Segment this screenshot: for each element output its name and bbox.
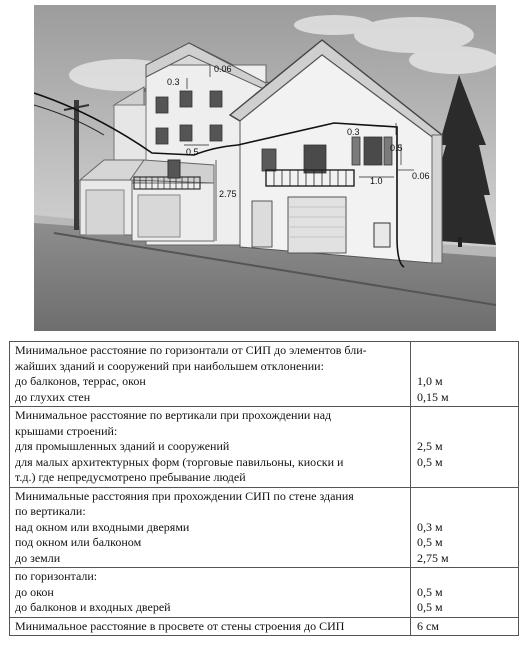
dim-label-0-06-top: 0.06 [214,64,232,74]
row-line: до земли [15,550,61,565]
row-description [10,487,411,568]
entrance-door [252,201,272,247]
row-value: 1,0 м [417,374,443,388]
row-values [411,487,519,568]
row-values [411,568,519,618]
table-row [10,407,519,488]
row-value: 6 см [417,618,439,633]
table-row [10,342,519,407]
row-values [411,617,519,636]
row-value: 0,5 м [417,454,443,469]
dim-label-0-06-right: 0.06 [412,171,430,181]
table-row [10,487,519,568]
row-line: до окон [15,584,54,599]
dim-label-0-5-right: 0.5 [390,143,403,153]
row-line: Минимальные расстояния при прохождении СИП по стене здания [15,488,354,503]
row-line: до глухих стен [15,389,91,404]
row-line: под окном или балконом [15,535,142,549]
row-line: Минимальное расстояние по горизонтали от СИП до элементов бли- [15,343,367,357]
row-description [10,568,411,618]
illustration [34,5,496,331]
row-description [10,342,411,407]
row-line: Минимальное расстояние по вертикали при прохождении над [15,408,332,422]
row-description [10,407,411,488]
dim-label-1-0: 1.0 [370,176,383,186]
row-line: для малых архитектурных форм (торговые павильоны, киоски и [15,454,344,469]
dim-label-2-75: 2.75 [219,189,237,199]
table-row [10,617,519,636]
row-values [411,407,519,488]
row-line: Минимальное расстояние в просвете от стены строения до СИП [15,618,345,633]
dim-label-0-3-left: 0.3 [167,77,180,87]
garage-door [288,197,346,253]
row-value: 2,5 м [417,439,443,453]
row-value: 0,3 м [417,519,443,534]
row-value: 0,5 м [417,535,443,549]
row-line: по вертикали: [15,504,86,518]
row-values [411,342,519,407]
row-line: по горизонтали: [15,569,98,583]
row-line: до балконов, террас, окон [15,374,146,388]
row-description [10,617,411,636]
row-value: 0,5 м [417,584,443,599]
row-value: 2,75 м [417,550,449,565]
dim-label-0-3-right: 0.3 [347,127,360,137]
clearance-table [9,341,519,636]
row-line: над окном или входными дверями [15,519,190,534]
dim-label-0-5-mid: 0.5 [186,147,199,157]
row-line: крышами строений: [15,423,118,438]
table-row [10,568,519,618]
row-line: для промышленных зданий и сооружений [15,439,230,453]
row-value: 0,15 м [417,389,449,404]
row-line: до балконов и входных дверей [15,600,171,614]
row-line: жайших зданий и сооружений при наибольшем отклонении: [15,358,324,373]
meter-box [374,223,390,247]
row-line: т.д.) где непредусмотрено пребывание людей [15,470,246,484]
row-value: 0,5 м [417,600,443,614]
side-wall [432,135,442,263]
